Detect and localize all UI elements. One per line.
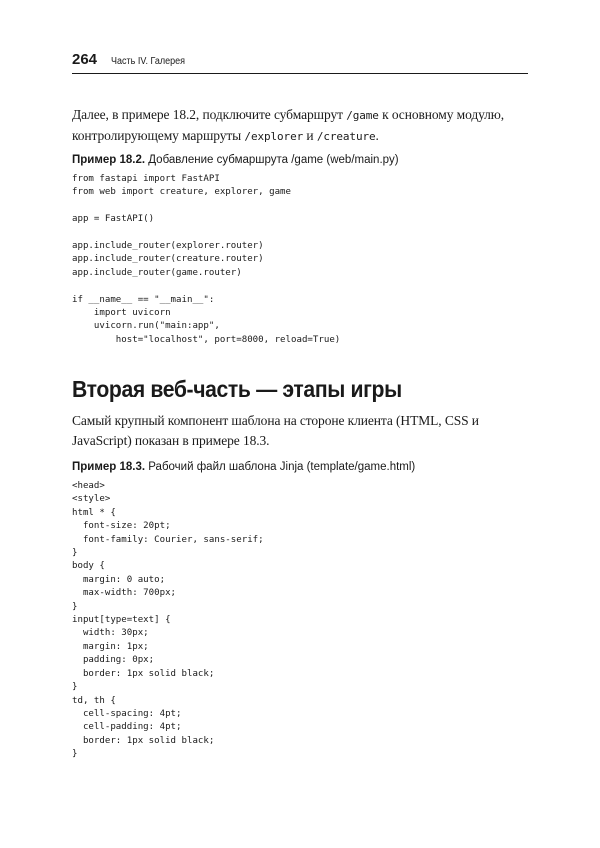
example-18-3-label: Пример 18.3.	[72, 461, 146, 473]
page-header	[72, 51, 528, 74]
running-head: Часть IV. Галерея	[111, 56, 186, 67]
example-18-2-title: Добавление субмаршрута /game (web/main.py)	[145, 154, 399, 166]
section-title: Вторая веб-часть — этапы игры	[72, 376, 402, 402]
inline-code-creature: /creature	[316, 130, 376, 143]
example-18-3-code: <head> <style> html * { font-size: 20pt; font-family: Courier, sans-serif; } body { margin: 0 auto; max-width: 700px; } input[type=text] { width: 30px; margin: 1px; padding: 0px; border: 1px solid black; } td, th { cell-spacing: 4pt; cell-padding: 4pt; border: 1px solid black; }	[72, 481, 264, 760]
example-18-3-title: Рабочий файл шаблона Jinja (template/game.html)	[145, 461, 416, 473]
example-18-2-caption	[72, 153, 528, 168]
intro-paragraph	[72, 105, 528, 147]
book-page	[72, 0, 528, 848]
example-18-3-caption	[72, 460, 528, 475]
example-18-2-code: from fastapi import FastAPI from web import creature, explorer, game app = FastAPI() app.include_router(explorer.router) app.include_router(creature.router) app.include_router(game.router) if __name__ == "__main__": import uvicorn uvicorn.run("main:app", host="localhost", port=8000, reload=True)	[72, 174, 341, 345]
intro-text-1: Далее, в примере 18.2, подключите субмаршрут	[72, 107, 347, 122]
page-number: 264	[72, 51, 98, 68]
section-paragraph: Самый крупный компонент шаблона на стороне клиента (HTML, CSS и JavaScript) показан в примере 18.3.	[72, 413, 479, 448]
inline-code-game: /game	[346, 109, 379, 122]
example-18-2-label: Пример 18.2.	[72, 154, 146, 166]
intro-text-2: к основному модулю, контролирующему маршруты	[72, 107, 505, 143]
inline-code-explorer: /explorer	[244, 130, 304, 143]
intro-text-4: .	[375, 128, 379, 143]
intro-text-3: и	[303, 128, 317, 143]
